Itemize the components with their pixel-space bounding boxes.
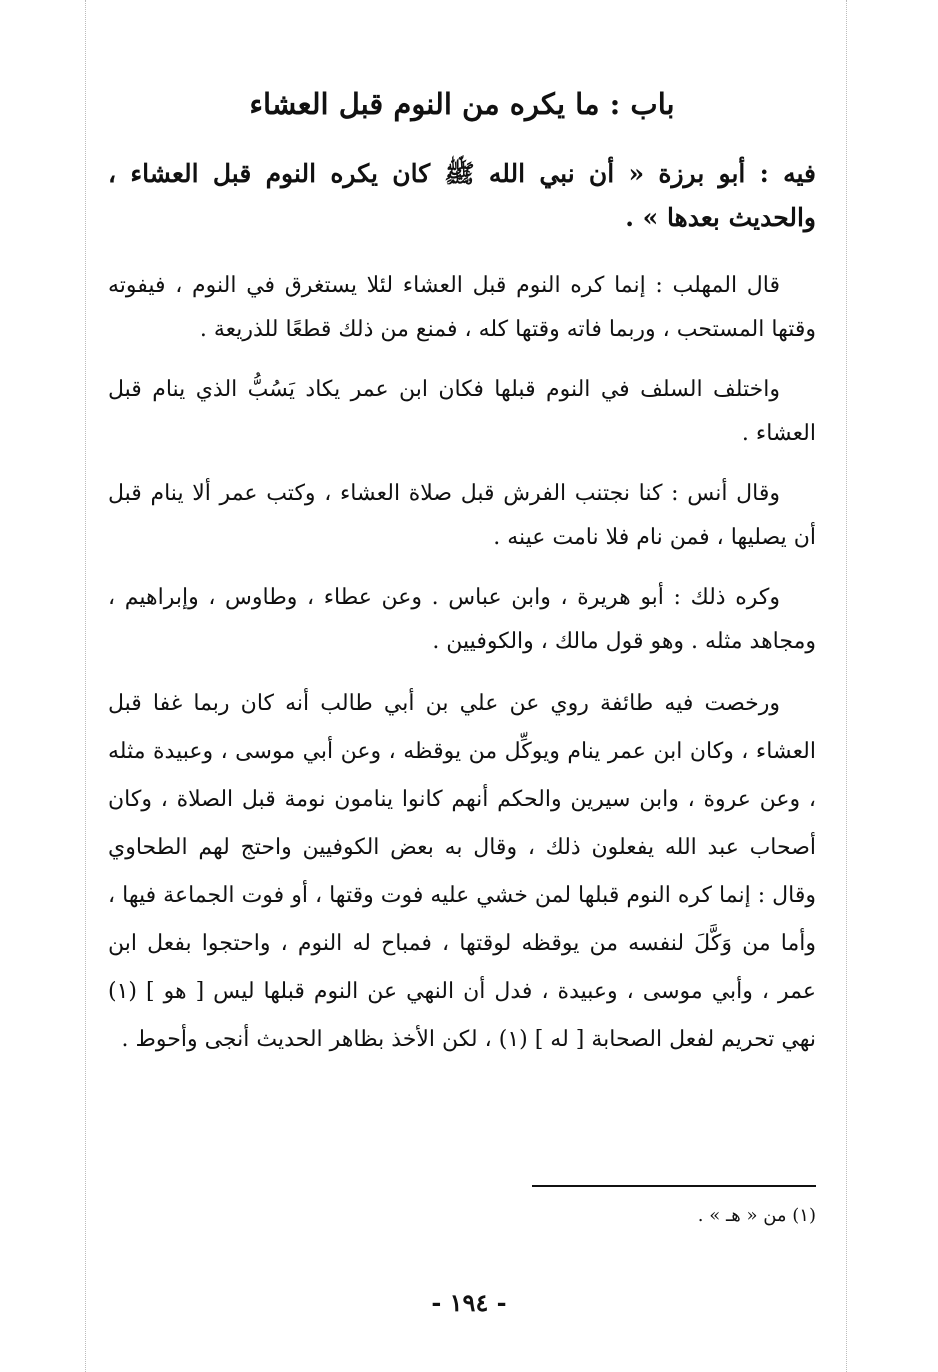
- paragraph-4: وكره ذلك : أبو هريرة ، وابن عباس . وعن عطاء ، وطاوس ، وإبراهيم ، ومجاهد مثله . وهو قول مالك ، والكوفيين .: [108, 585, 816, 654]
- footnote: (١) من « هـ » .: [697, 1205, 816, 1226]
- chapter-title: باب : ما يكره من النوم قبل العشاء: [249, 87, 675, 121]
- paragraph-3: وقال أنس : كنا نجتنب الفرش قبل صلاة العشاء ، وكتب عمر ألا ينام قبل أن يصليها ، فمن نام فلا نامت عينه .: [108, 481, 816, 550]
- page-number: - ١٩٤ -: [431, 1288, 507, 1317]
- left-margin-rule: [85, 0, 86, 1372]
- footnote-divider: [532, 1185, 816, 1187]
- paragraph-5: ورخصت فيه طائفة روي عن علي بن أبي طالب أنه كان ربما غفا قبل العشاء ، وكان ابن عمر ينام ويوكِّل من يوقظه ، وعن أبي موسى ، وعبيدة مثله ، وعن عروة ، وابن سيرين والحكم أنهم كانوا ينامون نومة قبل الصلاة ، وكان أصحاب عبد الله يفعلون ذلك ، وقال به بعض الكوفيين واحتج لهم الطحاوي وقال : إنما كره النوم قبلها لمن خشي عليه فوت وقتها ، أو فوت الجماعة فيها ، وأما من وَكَّلَ لنفسه من يوقظه لوقتها ، فمباح له النوم ، واحتجوا بفعل ابن عمر ، وأبي موسى ، وعبيدة ، فدل أن النهي عن النوم قبلها ليس [ هو ] (١) نهي تحريم لفعل الصحابة [ له ] (١) ، لكن الأخذ بظاهر الحديث أنجى وأحوط .: [108, 691, 816, 1052]
- right-margin-rule: [846, 0, 847, 1372]
- paragraph-1: قال المهلب : إنما كره النوم قبل العشاء لئلا يستغرق في النوم ، فيفوته وقتها المستحب ، وربما فاته وقتها كله ، فمنع من ذلك قطعًا للذريعة .: [108, 273, 816, 342]
- hadith-text: فيه : أبو برزة « أن نبي الله ﷺ كان يكره النوم قبل العشاء ، والحديث بعدها » .: [108, 159, 816, 232]
- page-body: [108, 80, 816, 1080]
- paragraph-2: واختلف السلف في النوم قبلها فكان ابن عمر يكاد يَسُبُّ الذي ينام قبل العشاء .: [108, 377, 816, 446]
